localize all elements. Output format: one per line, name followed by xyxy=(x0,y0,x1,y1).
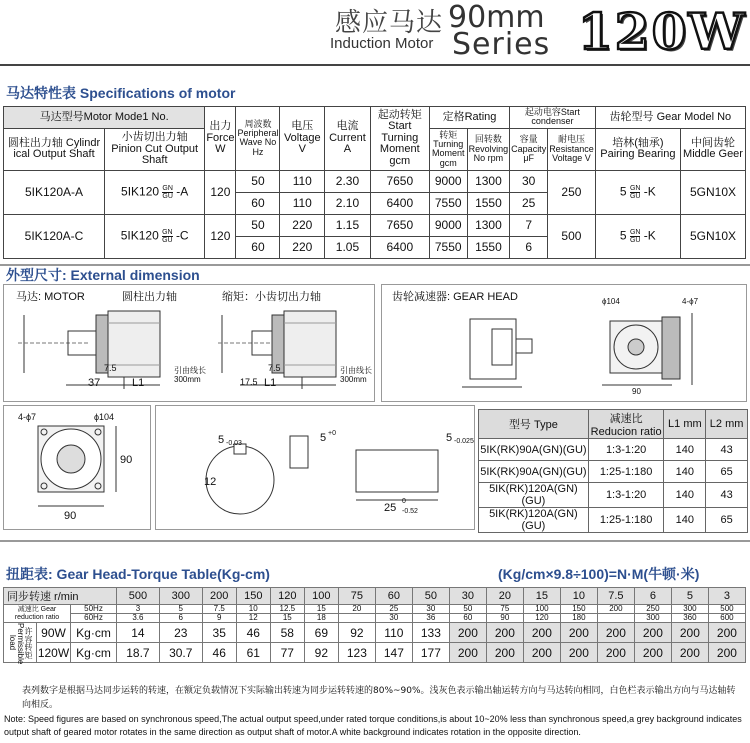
spec-hz: 50 xyxy=(236,214,280,236)
torque-cell: 200 xyxy=(560,623,597,643)
col-rating-torque: 转矩 Turning Moment gcm xyxy=(429,128,467,170)
spec-a: 2.30 xyxy=(325,170,371,192)
rpm-cell: 15 xyxy=(523,588,560,605)
torque-value-row xyxy=(4,643,746,663)
torque-label: 许容转矩 Permissible load xyxy=(4,623,37,663)
torque-ratio60-row xyxy=(4,614,746,623)
gn-gu-fraction: $\frac{GN}{GU}$ xyxy=(629,228,641,244)
col-model-group: 马达型号Motor Mode1 No. xyxy=(4,107,205,129)
ratio-cell: 65 xyxy=(706,461,748,483)
ratio60-cell: 120 xyxy=(523,614,560,623)
ratio-cell: 140 xyxy=(664,461,706,483)
torque-cell: 46 xyxy=(236,623,270,643)
ratio-label: 减速比 Gear reduction ratio xyxy=(4,605,71,623)
gh-dim-90: 90 xyxy=(632,387,641,396)
ratio-cell: 5IK(RK)120A(GN)(GU) xyxy=(479,508,589,533)
spec-v: 110 xyxy=(280,192,325,214)
dims-title: 外型尺寸: External dimension xyxy=(6,267,200,283)
ratio60-cell: 30 xyxy=(375,614,412,623)
col-condenser: 起动电容Start condenser xyxy=(510,107,596,129)
torque-cell: 200 xyxy=(449,623,486,643)
spec-row xyxy=(4,170,746,192)
col-start: 起动转矩 Start Turning Moment gcm xyxy=(370,107,429,171)
power-rating: 120W xyxy=(578,2,747,61)
spec-a: 2.10 xyxy=(325,192,371,214)
pinion-label: 缩矩：小齿切出力轴 xyxy=(222,291,321,303)
ratio50-cell: 25 xyxy=(375,605,412,614)
torque-cell: 200 xyxy=(597,643,634,663)
torque-title: 扭距表: Gear Head-Torque Table(Kg-cm) xyxy=(6,566,270,582)
col-force: 出力 Force W xyxy=(205,107,236,171)
motor-side-views xyxy=(4,301,376,401)
spec-table xyxy=(3,106,746,259)
pin-suffix: -A xyxy=(176,184,189,199)
torque-cell: 200 xyxy=(486,623,523,643)
col-voltage: 电压 Voltage V xyxy=(280,107,325,171)
dim-37: 37 xyxy=(88,377,101,389)
torque-cell: 200 xyxy=(634,643,671,663)
rpm-label: 同步转速 r/min xyxy=(4,588,117,605)
ratio50-cell: 75 xyxy=(486,605,523,614)
ratio60-cell: 3.6 xyxy=(117,614,160,623)
dim-l1-a: L1 xyxy=(132,377,145,389)
lead-len-a: 300mm xyxy=(174,375,201,384)
col-gear: 齿轮型号 Gear Model No xyxy=(595,107,745,129)
ratio-head-l2: L2 mm xyxy=(706,410,748,439)
shaft-detail-panel xyxy=(155,405,475,530)
bearing-suffix: -K xyxy=(643,184,656,199)
ratio50-cell: 20 xyxy=(338,605,375,614)
spec-hz: 50 xyxy=(236,170,280,192)
torque-cell: 147 xyxy=(375,643,412,663)
ratio50-cell: 15 xyxy=(304,605,338,614)
torque-value-row xyxy=(4,623,746,643)
col-bearing: 培林(轴承) Pairing Bearing xyxy=(595,128,680,170)
front-dim-90-h: 90 xyxy=(64,510,77,522)
ratio-cell: 43 xyxy=(706,483,748,508)
torque-cell: 23 xyxy=(159,623,202,643)
ratio-cell: 65 xyxy=(706,508,748,533)
gearhead-views xyxy=(382,299,748,401)
spec-bearing xyxy=(595,214,680,258)
torque-cell: 133 xyxy=(412,623,449,643)
spec-a: 1.05 xyxy=(325,236,371,258)
motor-drawing-panel xyxy=(3,284,375,402)
spec-hz: 60 xyxy=(236,236,280,258)
lead-label-a: 引由线长 xyxy=(174,366,206,375)
key-dim-5: 5 xyxy=(320,432,327,444)
torque-cell: 200 xyxy=(560,643,597,663)
bearing-prefix: 5 xyxy=(619,184,627,199)
ratio60-cell: 36 xyxy=(412,614,449,623)
torque-cell: 30.7 xyxy=(159,643,202,663)
torque-formula: (Kg/cm×9.8÷100)=N·M(牛顿·米) xyxy=(498,566,700,582)
motor-front-panel xyxy=(3,405,151,530)
ratio50-cell: 300 xyxy=(671,605,708,614)
ratio50-cell: 30 xyxy=(412,605,449,614)
torque-cell: 200 xyxy=(708,643,745,663)
spec-rpm: 1550 xyxy=(467,236,510,258)
rpm-cell: 75 xyxy=(338,588,375,605)
spec-start: 6400 xyxy=(370,192,429,214)
spec-cyl-model: 5IK120A-C xyxy=(4,214,105,258)
rpm-cell: 5 xyxy=(671,588,708,605)
rpm-cell: 300 xyxy=(159,588,202,605)
key-dim-25: 25 xyxy=(384,502,397,514)
bearing-suffix: -K xyxy=(643,228,656,243)
torque-cell: 46 xyxy=(202,643,236,663)
dim-l1-b: L1 xyxy=(264,377,277,389)
col-middle-gear: 中间齿轮 Middle Geer xyxy=(681,128,746,170)
motor-label: 马达: MOTOR xyxy=(16,291,85,303)
series-word: Series xyxy=(452,27,551,62)
torque-watt: 90W xyxy=(37,623,71,643)
spec-pin-model xyxy=(105,170,205,214)
spec-rpm: 1300 xyxy=(467,214,510,236)
rpm-cell: 60 xyxy=(375,588,412,605)
gh-dim-4phi7: 4-ϕ7 xyxy=(682,297,699,306)
ratio-cell: 5IK(RK)90A(GN)(GU) xyxy=(479,461,589,483)
ratio-row xyxy=(479,483,748,508)
ratio-head-ratio: 减速比 Reducion ratio xyxy=(588,410,664,439)
torque-cell: 200 xyxy=(523,643,560,663)
hz50-label: 50Hz xyxy=(71,605,117,614)
ratio60-cell: 90 xyxy=(486,614,523,623)
spec-rpm: 1300 xyxy=(467,170,510,192)
torque-cell: 200 xyxy=(671,643,708,663)
torque-cell: 69 xyxy=(304,623,338,643)
spec-resist: 250 xyxy=(548,170,596,214)
cylindrical-label: 圆柱出力轴 xyxy=(122,291,177,303)
spec-v: 220 xyxy=(280,236,325,258)
col-current: 电流 Current A xyxy=(325,107,371,171)
shaft-tol-a: -0.03 xyxy=(226,440,242,447)
ratio-cell: 5IK(RK)90A(GN)(GU) xyxy=(479,439,589,461)
torque-cell: 200 xyxy=(671,623,708,643)
spec-resist: 500 xyxy=(548,214,596,258)
spec-tm: 9000 xyxy=(429,214,467,236)
torque-cell: 92 xyxy=(338,623,375,643)
spec-pin-model xyxy=(105,214,205,258)
ratio60-cell: 600 xyxy=(708,614,745,623)
header-divider xyxy=(0,64,750,66)
spec-title: 马达特性表 Specifications of motor xyxy=(6,85,236,101)
ratio60-cell: 12 xyxy=(236,614,270,623)
spec-cap: 30 xyxy=(510,170,548,192)
torque-table xyxy=(3,587,746,663)
ratio-cell: 140 xyxy=(664,483,706,508)
gn-gu-fraction: $\frac{GN}{GU}$ xyxy=(162,184,173,200)
gh-dim-phi104: ϕ104 xyxy=(602,297,620,306)
torque-cell: 177 xyxy=(412,643,449,663)
torque-cell: 58 xyxy=(270,623,304,643)
ratio-cell: 1:25-1:180 xyxy=(588,461,664,483)
ratio60-cell: 15 xyxy=(270,614,304,623)
ratio50-cell: 12.5 xyxy=(270,605,304,614)
torque-watt: 120W xyxy=(37,643,71,663)
torque-divider xyxy=(0,540,750,542)
ratio-head-l1: L1 mm xyxy=(664,410,706,439)
ratio60-cell: 60 xyxy=(449,614,486,623)
rpm-cell: 20 xyxy=(486,588,523,605)
rpm-cell: 50 xyxy=(412,588,449,605)
ratio50-cell: 150 xyxy=(560,605,597,614)
front-dim-phi104: ϕ104 xyxy=(94,412,115,422)
pin-prefix: 5IK120 xyxy=(120,228,159,243)
spec-start: 6400 xyxy=(370,236,429,258)
spec-hz: 60 xyxy=(236,192,280,214)
ratio-cell: 140 xyxy=(664,508,706,533)
torque-cell: 77 xyxy=(270,643,304,663)
torque-cell: 200 xyxy=(634,623,671,643)
ratio-cell: 43 xyxy=(706,439,748,461)
spec-force: 120 xyxy=(205,170,236,214)
motor-front-view xyxy=(4,406,152,531)
ratio50-cell: 250 xyxy=(634,605,671,614)
rpm-cell: 7.5 xyxy=(597,588,634,605)
ratio-cell: 5IK(RK)120A(GN)(GU) xyxy=(479,483,589,508)
hz60-label: 60Hz xyxy=(71,614,117,623)
ratio50-cell: 500 xyxy=(708,605,745,614)
col-pinion: 小齿切出力轴 Pinion Cut Output Shaft xyxy=(105,128,205,170)
key-tol-pos: +0 xyxy=(328,430,336,437)
torque-cell: 35 xyxy=(202,623,236,643)
ratio60-cell: 9 xyxy=(202,614,236,623)
spec-middle-gear: 5GN10X xyxy=(681,214,746,258)
ratio-cell: 1:3-1:20 xyxy=(588,439,664,461)
torque-cell: 200 xyxy=(449,643,486,663)
key-tol-052: -0.52 xyxy=(402,508,418,515)
col-cylindrical: 圆柱出力轴 Cylindr ical Output Shaft xyxy=(4,128,105,170)
torque-cell: 110 xyxy=(375,623,412,643)
torque-unit: Kg·cm xyxy=(71,623,117,643)
note-cn: 表列数字是根据马达同步运转的转速，在额定负载情况下实际输出转速为同步运转转速的80%~90%。浅灰色表示输出轴运转方向与马达转向相同，白色栏表示输出方向与马达轴转向相反。 xyxy=(22,686,736,710)
ratio50-cell: 100 xyxy=(523,605,560,614)
ratio-cell: 1:3-1:20 xyxy=(588,483,664,508)
torque-cell: 92 xyxy=(304,643,338,663)
spec-row xyxy=(4,214,746,236)
torque-cell: 200 xyxy=(708,623,745,643)
lead-label-b: 引由线长 xyxy=(340,366,372,375)
pin-prefix: 5IK120 xyxy=(121,184,160,199)
spec-bearing xyxy=(595,170,680,214)
torque-unit: Kg·cm xyxy=(71,643,117,663)
torque-ratio50-row xyxy=(4,605,746,614)
rpm-cell: 3 xyxy=(708,588,745,605)
spec-cyl-model: 5IK120A-A xyxy=(4,170,105,214)
col-rating-speed: 回转数 Revolving No rpm xyxy=(467,128,510,170)
spec-cap: 6 xyxy=(510,236,548,258)
ratio-cell: 140 xyxy=(664,439,706,461)
ratio-row xyxy=(479,508,748,533)
ratio60-cell: 180 xyxy=(560,614,597,623)
torque-rpm-row xyxy=(4,588,746,605)
col-rating: 定格Rating xyxy=(429,107,509,129)
rpm-cell: 6 xyxy=(634,588,671,605)
ratio60-cell: 6 xyxy=(159,614,202,623)
spec-tm: 7550 xyxy=(429,236,467,258)
gn-gu-fraction: $\frac{GN}{GU}$ xyxy=(162,228,173,244)
rpm-cell: 120 xyxy=(270,588,304,605)
spec-tm: 9000 xyxy=(429,170,467,192)
ratio-row xyxy=(479,439,748,461)
spec-start: 7650 xyxy=(370,214,429,236)
key-dim-5-v: 5 xyxy=(446,432,453,444)
ratio-table xyxy=(478,409,748,533)
torque-cell: 14 xyxy=(117,623,160,643)
rpm-cell: 10 xyxy=(560,588,597,605)
title-cn: 感应马达 xyxy=(335,8,444,38)
key-tol-zero: 0 xyxy=(402,498,406,505)
ratio-row xyxy=(479,461,748,483)
spec-a: 1.15 xyxy=(325,214,371,236)
spec-tm: 7550 xyxy=(429,192,467,214)
col-capacity: 容量 Capacity μF xyxy=(510,128,548,170)
title-en: Induction Motor xyxy=(330,35,434,52)
col-freq: 周波数 Peripheral Wave No Hz xyxy=(236,107,280,171)
torque-cell: 18.7 xyxy=(117,643,160,663)
ratio50-cell: 3 xyxy=(117,605,160,614)
shaft-detail-views xyxy=(156,406,476,531)
ratio-head-type: 型号 Type xyxy=(479,410,589,439)
spec-v: 220 xyxy=(280,214,325,236)
spec-rpm: 1550 xyxy=(467,192,510,214)
rpm-cell: 150 xyxy=(236,588,270,605)
rpm-cell: 500 xyxy=(117,588,160,605)
dim-7-5-a: 7.5 xyxy=(104,363,117,373)
note-en: Note: Speed figures are based on synchronous speed,The actual output speed,under rated torque conditions,is about 10~20% less than synchronous speed,a grey background indicates output shaft of geared motor rotates in the same direction as output shaft of motor.A white background indicates rotation in the opposite direction. xyxy=(4,714,742,737)
ratio60-cell xyxy=(338,614,375,623)
torque-cell: 200 xyxy=(597,623,634,643)
rpm-cell: 100 xyxy=(304,588,338,605)
key-tol-v: -0.025 xyxy=(454,438,474,445)
lead-len-b: 300mm xyxy=(340,375,367,384)
torque-cell: 123 xyxy=(338,643,375,663)
ratio50-cell: 7.5 xyxy=(202,605,236,614)
spec-cap: 25 xyxy=(510,192,548,214)
ratio50-cell: 200 xyxy=(597,605,634,614)
spec-force: 120 xyxy=(205,214,236,258)
gearhead-label: 齿轮减速器: GEAR HEAD xyxy=(392,291,518,303)
dim-17-5: 17.5 xyxy=(240,377,258,387)
ratio-cell: 1:25-1:180 xyxy=(588,508,664,533)
ratio50-cell: 10 xyxy=(236,605,270,614)
torque-cell: 200 xyxy=(486,643,523,663)
pin-suffix: -C xyxy=(175,228,189,243)
torque-cell: 200 xyxy=(523,623,560,643)
ratio60-cell xyxy=(597,614,634,623)
bearing-prefix: 5 xyxy=(619,228,627,243)
torque-cell: 61 xyxy=(236,643,270,663)
col-resistance: 耐电压 Resistance Voltage V xyxy=(548,128,596,170)
spec-v: 110 xyxy=(280,170,325,192)
front-dim-90-v: 90 xyxy=(120,454,133,466)
spec-cap: 7 xyxy=(510,214,548,236)
rpm-cell: 30 xyxy=(449,588,486,605)
ratio60-cell: 18 xyxy=(304,614,338,623)
dim-7-5-b: 7.5 xyxy=(268,363,281,373)
series-model: 90mm xyxy=(448,0,545,35)
rpm-cell: 200 xyxy=(202,588,236,605)
ratio60-cell: 300 xyxy=(634,614,671,623)
gearhead-drawing-panel xyxy=(381,284,747,402)
shaft-dim-5: 5 xyxy=(218,434,225,446)
front-dim-4phi7: 4-ϕ7 xyxy=(18,412,37,422)
spec-middle-gear: 5GN10X xyxy=(681,170,746,214)
ratio50-cell: 5 xyxy=(159,605,202,614)
ratio50-cell: 50 xyxy=(449,605,486,614)
gn-gu-fraction: $\frac{GN}{GU}$ xyxy=(629,184,641,200)
spec-start: 7650 xyxy=(370,170,429,192)
shaft-dim-12: 12 xyxy=(204,476,217,488)
ratio60-cell: 360 xyxy=(671,614,708,623)
